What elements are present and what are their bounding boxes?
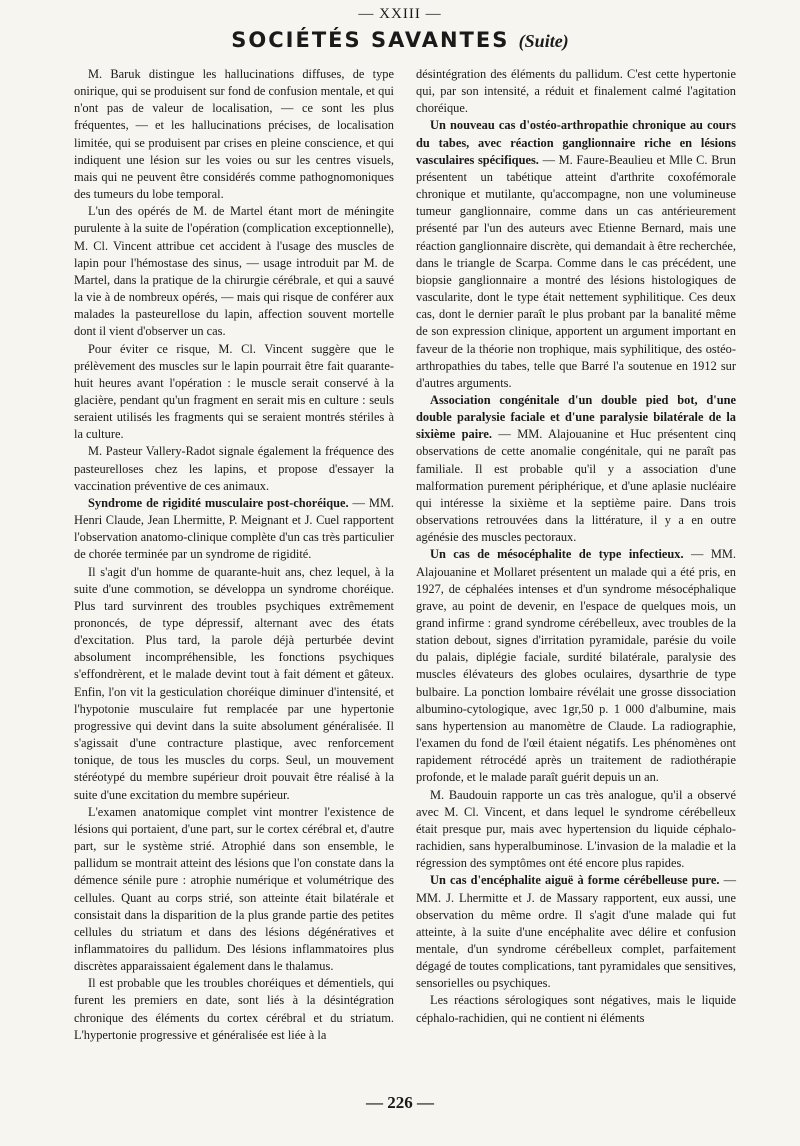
paragraph: [416, 546, 736, 786]
paragraph-heading: Un cas d'encéphalite aiguë à forme cérébelleuse pure.: [430, 873, 720, 888]
section-title-suffix: (Suite): [518, 31, 569, 51]
roman-page-number: — XXIII —: [358, 6, 442, 22]
paragraph: Pour éviter ce risque, M. Cl. Vincent suggère que le prélèvement des muscles sur le lapin pourrait être fait quarante-huit heures avant l'opération : le muscle serait conservé à la glacière, pendant qu'un fragment en serait mis en culture : seuls seraient utilisés les fragments qui se seraient montrés stériles à la culture.: [74, 341, 394, 442]
paragraph-heading: Association congénitale d'un double pied bot, d'une double paralysie faciale et d'une paralysie bilatérale de la sixième paire.: [416, 392, 736, 442]
paragraph-body: — MM. Alajouanine et Mollaret présentent un malade qui a été pris, en 1927, de céphalées intenses et d'un syndrome mésocéphalique grave, au point de devenir, en l'espace de quelques mois, un grand infirme : grand syndrome cérébelleux, avec troubles de la station debout, signes d'irritation pyramidale, parésie du voile du palais, diplégie faciale, surdité bilatérale, paralysie des muscles élévateurs des globes oculaires, dysarthrie de type bulbaire. La ponction lombaire révélait une grosse dissociation albumino-cytologique, avec 1gr,50 p. 1 000 d'albumine, mais sans hypertension au manomètre de Claude. La radiographie, l'examen du fond de l'œil étaient négatifs. Les phénomènes ont rapidement rétrocédé après un traitement de radiothérapie profonde, et le malade paraît guérit depuis un an.: [416, 547, 736, 785]
section-title: [0, 28, 800, 52]
paragraph-body: — MM. Henri Claude, Jean Lhermitte, P. Meignant et J. Cuel rapportent l'observation anatomo-clinique complète d'un cas très particulier de chorée terminée par un syndrome de rigidité.: [74, 495, 394, 562]
paragraph-heading: Un nouveau cas d'ostéo-arthropathie chronique au cours du tabes, avec réaction ganglionnaire riche en lésions vasculaires spécifiques.: [416, 118, 736, 167]
paragraph-body: — M. Faure-Beaulieu et Mlle C. Brun présentent un tabétique atteint d'arthrite coxofémorale chronique et mutilante, qu'accompagne, non une volumineuse tumeur ganglionnaire, comme dans un cas antérieurement présenté par l'un des auteurs avec Etienne Bernard, mais une réaction ganglionnaire discrète, qui demandait à être recherchée, dans le triangle de Scarpa. Comme dans le cas précédent, une biopsie ganglionnaire a montré des lésions histologiques de vascularite, dont le type était nettement syphilitique. Ces deux cas, dont le dernier paraît le plus probant par la banalité même de son expression clinique, apportent un argument important en faveur de la théorie non trophique, mais syphilitique, des ostéo-arthropathies du tabes, telle que Barré l'a soutenue en 1912 sur d'autres arguments.: [416, 152, 736, 390]
paragraph-heading: Un cas de mésocéphalite de type infectieux.: [430, 547, 684, 562]
paragraph: [74, 495, 394, 564]
paragraph: M. Baruk distingue les hallucinations diffuses, de type onirique, qui se produisent sur fond de confusion mentale, et qui n'ont pas de valeur de localisation, — ce sont les plus fréquentes, — et les hallucinations précises, de localisation limitée, qui se produisent par crises en pleine conscience, et qui indiquent une lésion sur les voies ou sur les centres visuels, mais qui ne peuvent être considérés comme pathognomoniques des tumeurs du lobe temporal.: [74, 67, 394, 202]
left-column: [74, 66, 394, 1044]
paragraph: L'un des opérés de M. de Martel étant mort de méningite purulente à la suite de l'opération (complication exceptionnelle), M. Cl. Vincent attribue cet accident à l'usage des muscles de lapin pour l'hémostase des sinus, — usage introduit par M. de Martel, dans la pratique de la chirurgie cérébrale, et qui a sauvé la vie à de nombreux opérés, — mais qui risque de conférer aux malades la pasteurellose du lapin, affection souvent mortelle dont il vient d'observer un cas.: [74, 204, 394, 339]
paragraph: [416, 392, 736, 546]
right-column: [416, 66, 736, 1027]
paragraph-heading: Syndrome de rigidité musculaire post-choréique.: [88, 495, 349, 510]
paragraph: Les réactions sérologiques sont négatives, mais le liquide céphalo-rachidien, qui ne contient ni éléments: [416, 993, 736, 1025]
paragraph-body: — MM. Alajouanine et Huc présentent cinq observations de cette anomalie congénitale, qui ne paraît pas familiale. Il est probable qu'il y a association d'une malformation purement périphérique, et d'une aplasie nucléaire qui intéresse la sixième et la septième paire. Dans trois observations retrouvées dans la littérature, il y a en outre agénésie des muscles pectoraux.: [416, 427, 736, 545]
paragraph: L'examen anatomique complet vint montrer l'existence de lésions qui portaient, d'une part, sur le cortex cérébral et, d'autre part, sur le système strié. Atrophié dans son ensemble, le pallidum se montrait atteint des lésions que l'on constate dans la démence sénile pure : atrophie numérique et volumétrique des cellules. Quant au corps strié, son atteinte était bilatérale et consistait dans la disparition de la plus grande partie des petites cellules du striatum et dans des lésions dégénératives et inflammatoires du pallidum. Des lésions inflammatoires plus discrètes apparaissaient également dans le thalamus.: [74, 804, 394, 974]
paragraph: [416, 872, 736, 992]
section-title-text: SOCIÉTÉS SAVANTES: [231, 28, 510, 52]
paragraph: M. Pasteur Vallery-Radot signale également la fréquence des pasteurelloses chez les lapins, et propose d'essayer la vaccination préventive de ces animaux.: [74, 444, 394, 493]
paragraph: désintégration des éléments du pallidum. C'est cette hypertonie qui, par son intensité, a réduit et finalement calmé l'agitation choréique.: [416, 67, 736, 116]
paragraph: Il s'agit d'un homme de quarante-huit ans, chez lequel, à la suite d'une commotion, se développa un syndrome choréique. Plus tard survinrent des troubles psychiques extrêmement prononcés, de type dépressif, alternant avec des états d'excitation. Plus tard, la parole déjà perturbée devint absolument incompréhensible, les fonctions psychiques s'effondrèrent, et le malade devint tout à fait dément et gâteux. Enfin, l'on vit la gesticulation choréique diminuer d'intensité, et l'hypotonie musculaire fut remplacée par une hypertonie progressive qui devint dans la suite absolument généralisée. Il s'agissait d'une contracture plastique, avec renforcement tonique, de tous les muscles du corps. Seul, un mouvement stéréotypé du membre supérieur droit pouvait être réalisé à la suite d'une excitation du membre supérieur.: [74, 564, 394, 802]
paragraph: [416, 117, 736, 392]
page-number: — 226 —: [366, 1093, 434, 1112]
paragraph: M. Baudouin rapporte un cas très analogue, qu'il a observé avec M. Cl. Vincent, et dans lequel le syndrome cérébelleux était presque pur, mais avec hypertension du liquide céphalo-rachidien, sans hyperalbuminose. L'invasion de la maladie et la régression des symptômes ont été encore plus rapides.: [416, 787, 736, 871]
paragraph-body: — MM. J. Lhermitte et J. de Massary rapportent, eux aussi, une observation du même ordre. Il s'agit d'une malade qui fut atteinte, à la suite d'une encéphalite avec délire et confusion mentale, d'un syndrome cérébelleux complet, parfaitement dégagé de toutes complications, tant pyramidales que sensitives, sensorielles ou psychiques.: [416, 873, 736, 991]
paragraph: Il est probable que les troubles choréiques et démentiels, qui furent les premiers en date, sont liés à la désintégration chronique des éléments du cortex cérébral et du striatum. L'hypertonie progressive et généralisée est liée à la: [74, 976, 394, 1042]
